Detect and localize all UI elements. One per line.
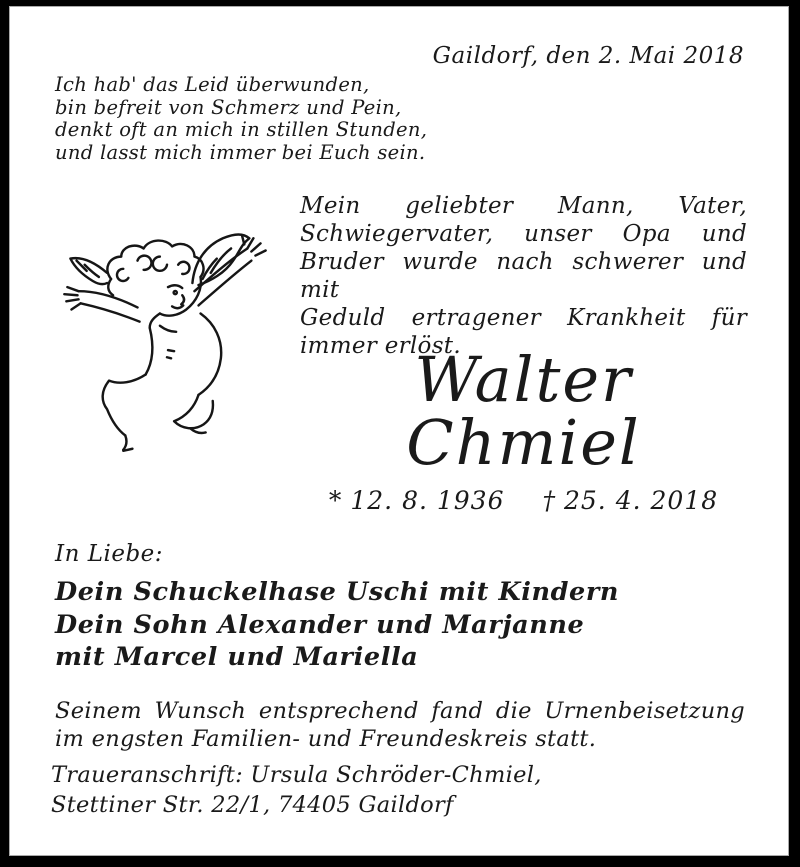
cherub-icon <box>38 220 296 464</box>
poem-line: denkt oft an mich in stillen Stunden, <box>55 118 428 141</box>
burial-note <box>55 697 745 753</box>
announcement-line: Mein geliebter Mann, Vater, <box>300 193 747 219</box>
poem-line: bin befreit von Schmerz und Pein, <box>55 95 402 119</box>
death-date-group <box>543 486 719 515</box>
burial-note-line: im engsten Familien- und Freundeskreis statt. <box>55 726 597 752</box>
mourning-address <box>51 760 741 820</box>
deceased-last-name: Chmiel <box>406 406 641 479</box>
mourner-line: Dein Sohn Alexander und Marjanne <box>55 609 585 640</box>
farewell-salutation: In Liebe: <box>55 541 164 567</box>
burial-note-line: Seinem Wunsch entsprechend fand die Urnenbeisetzung <box>55 698 745 724</box>
announcement-line: Geduld ertragener Krankheit für <box>300 305 747 331</box>
poem-line: Ich hab' das Leid überwunden, <box>55 73 370 96</box>
memorial-poem <box>55 74 427 164</box>
deceased-first-name: Walter <box>414 343 633 416</box>
notice-sheet <box>9 6 789 856</box>
address-line: Stettiner Str. 22/1, 74405 Gaildorf <box>51 792 454 818</box>
death-date: 25. 4. 2018 <box>564 486 719 515</box>
life-dates <box>300 486 747 515</box>
poem-line: und lasst mich immer bei Euch sein. <box>55 140 426 164</box>
mourner-line: Dein Schuckelhase Uschi mit Kindern <box>55 577 620 607</box>
birth-date: 12. 8. 1936 <box>350 486 505 515</box>
announcement-paragraph <box>300 192 747 360</box>
birth-date-group <box>329 486 505 515</box>
mourner-line: mit Marcel und Mariella <box>55 642 419 672</box>
announcement-line: Bruder wurde nach schwerer und mit <box>300 249 747 303</box>
announcement-line: immer erlöst. <box>300 333 461 359</box>
birth-star-symbol: * <box>328 486 343 515</box>
dateline: Gaildorf, den 2. Mai 2018 <box>432 43 744 69</box>
death-cross-symbol: † <box>542 486 556 515</box>
cherub-angel-illustration <box>38 220 296 464</box>
address-line: Traueranschrift: Ursula Schröder-Chmiel, <box>51 762 542 788</box>
mourners-list <box>55 576 619 674</box>
announcement-line: Schwiegervater, unser Opa und <box>300 221 747 247</box>
